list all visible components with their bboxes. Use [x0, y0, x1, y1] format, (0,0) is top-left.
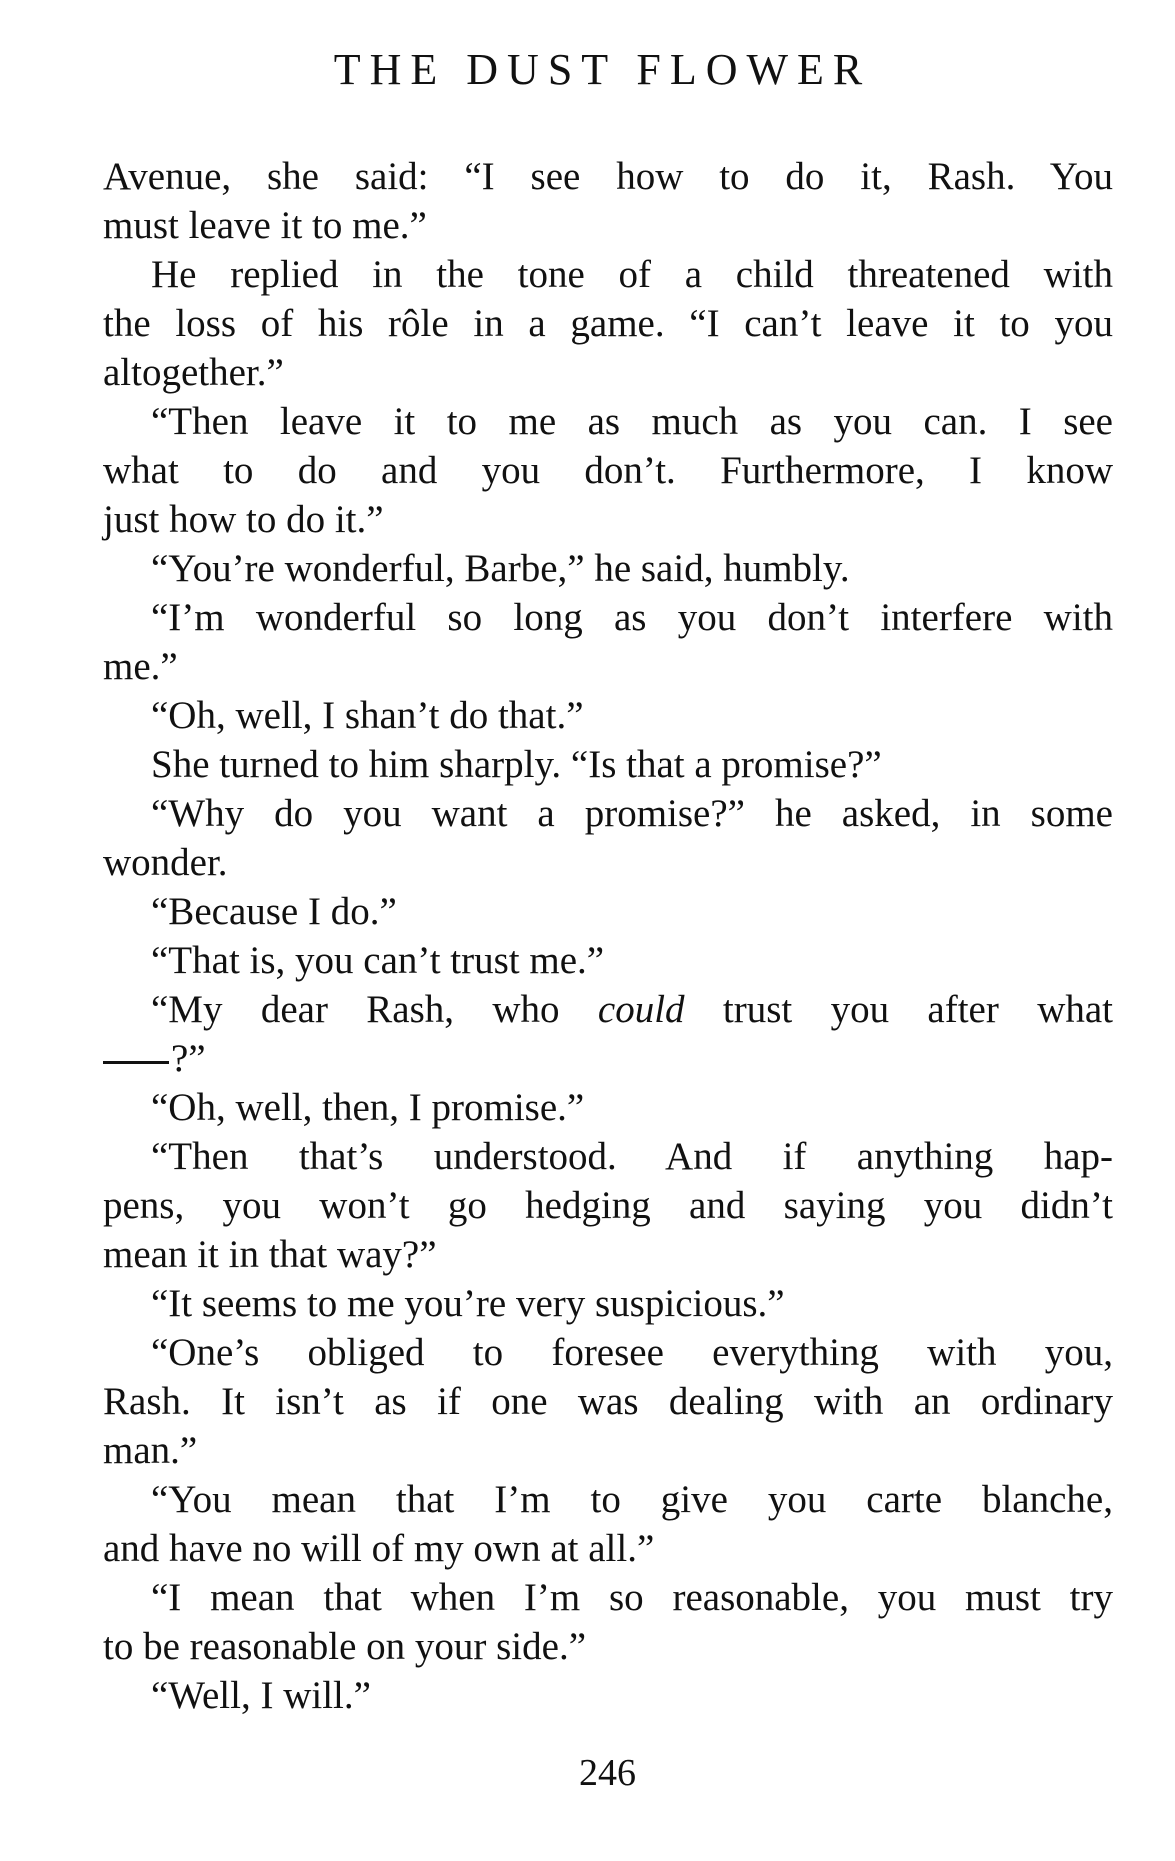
text-line: the loss of his rôle in a game. “I can’t leave it to you [103, 302, 1113, 345]
text-line: “One’s obliged to foresee everything with you, [151, 1331, 1113, 1374]
text-line [103, 1034, 1113, 1083]
text-line: what to do and you don’t. Furthermore, I know [103, 449, 1113, 492]
line-text: ?” [171, 1037, 206, 1080]
text-line: “Then leave it to me as much as you can. I see [151, 400, 1113, 443]
text-line: “Well, I will.” [151, 1674, 371, 1717]
line-after: trust you after what [684, 988, 1113, 1031]
text-line: me.” [103, 645, 178, 688]
text-line: “Oh, well, then, I promise.” [151, 1086, 585, 1129]
text-line: man.” [103, 1429, 198, 1472]
line-before: “My dear Rash, who [151, 988, 598, 1031]
text-line: pens, you won’t go hedging and saying you didn’t [103, 1184, 1113, 1227]
emphasized-word: could [597, 988, 685, 1031]
text-line: “Because I do.” [151, 890, 397, 933]
text-line: just how to do it.” [103, 498, 384, 541]
text-line: “You’re wonderful, Barbe,” he said, humbly. [151, 547, 850, 590]
text-line: “You mean that I’m to give you carte blanche, [151, 1478, 1113, 1521]
text-line: “Oh, well, I shan’t do that.” [151, 694, 584, 737]
text-line-emphasis [103, 985, 1113, 1034]
text-line: to be reasonable on your side.” [103, 1625, 587, 1668]
text-line: wonder. [103, 841, 228, 884]
text-line: Rash. It isn’t as if one was dealing with an ordinary [103, 1380, 1113, 1423]
text-line: He replied in the tone of a child threatened with [151, 253, 1113, 296]
text-line: “It seems to me you’re very suspicious.” [151, 1282, 785, 1325]
page-number: 246 [579, 1752, 636, 1794]
em-dash-rule [103, 1061, 169, 1064]
text-line: must leave it to me.” [103, 204, 427, 247]
text-line: Avenue, she said: “I see how to do it, Rash. You [103, 155, 1113, 198]
text-line: “That is, you can’t trust me.” [151, 939, 605, 982]
text-line: “Why do you want a promise?” he asked, in some [151, 792, 1113, 835]
text-line: “I’m wonderful so long as you don’t interfere with [151, 596, 1113, 639]
text-line: “Then that’s understood. And if anything hap- [151, 1135, 1113, 1178]
running-head: THE DUST FLOWER [333, 45, 872, 94]
text-line: altogether.” [103, 351, 284, 394]
body-text [103, 152, 1113, 1720]
text-line: mean it in that way?” [103, 1233, 437, 1276]
text-line: She turned to him sharply. “Is that a promise?” [151, 743, 882, 786]
text-line: “I mean that when I’m so reasonable, you must try [151, 1576, 1113, 1619]
text-line: and have no will of my own at all.” [103, 1527, 655, 1570]
